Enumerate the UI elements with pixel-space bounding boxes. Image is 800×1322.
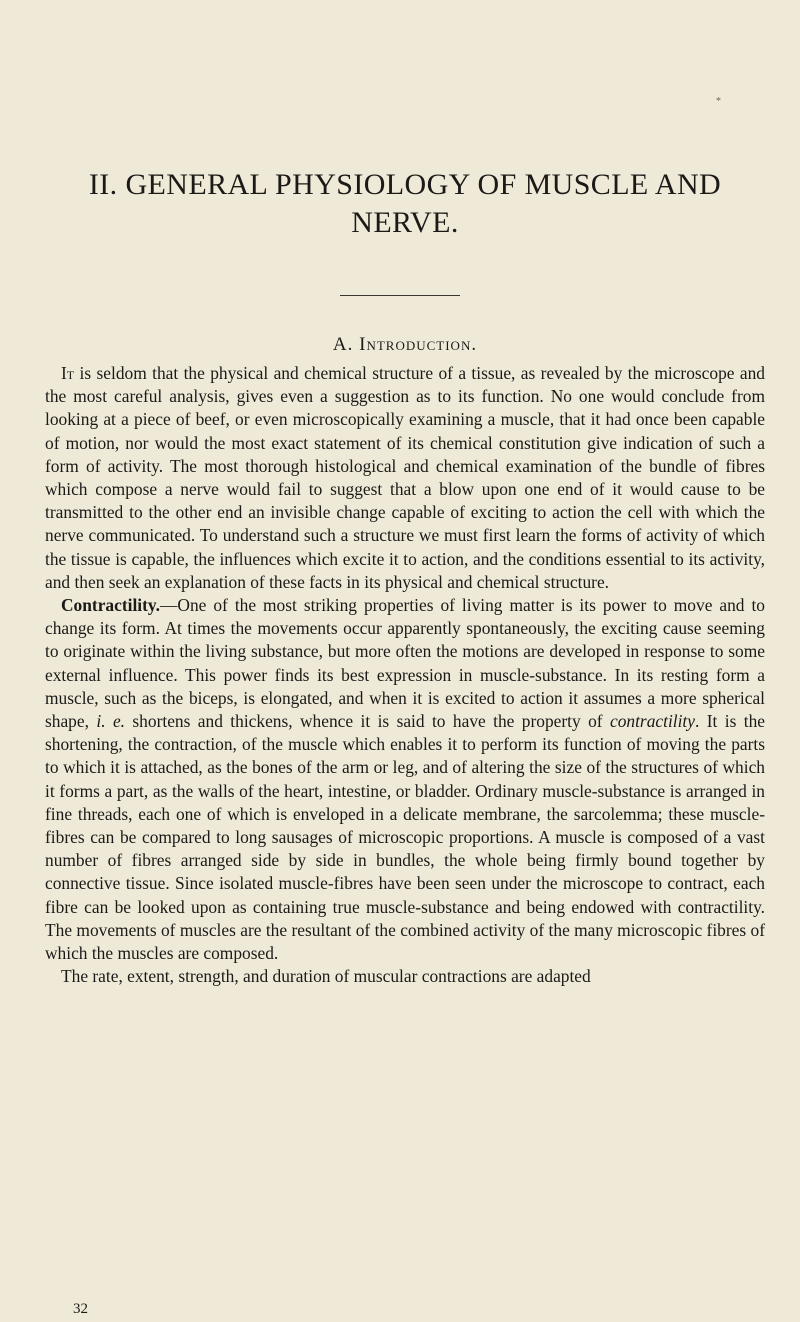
paragraph-rate — [45, 965, 765, 988]
paragraph-text: The rate, extent, strength, and duration of muscular contractions are adapted — [61, 966, 591, 987]
body-text — [45, 362, 765, 988]
speck-mark: * — [716, 96, 721, 107]
paragraph-text: is seldom that the physical and chemical structure of a tissue, as revealed by the microscope and the most careful analysis, gives even a suggestion as to its function. No one would conclude from looking at a piece of beef, or even microscopically examining a muscle, that it had once been capable of motion, nor would the most exact statement of its chemical constitution give indication of such a form of activity. The most thorough histological and chemical examination of the bundle of fibres which compose a nerve would fail to suggest that a blow upon one end of it would cause to be transmitted to the other end an invisible change capable of exciting to action the cell with which the nerve communicated. To understand such a structure we must first learn the forms of activity of which the tissue is capable, the influences which excite it to action, and the conditions essential to its activity, and then seek an explanation of these facts in its physical and chemical structure. — [45, 363, 765, 592]
term-contractility: contractility — [609, 711, 695, 732]
paragraph-contractility — [45, 594, 765, 965]
abbreviation-ie: i. e. — [96, 711, 126, 732]
chapter-title: II. GENERAL PHYSIOLOGY OF MUSCLE AND NERVE. — [88, 168, 722, 239]
page-number: 32 — [73, 1301, 88, 1317]
paragraph-text: shortens and thickens, whence it is said to have the property of — [125, 711, 610, 732]
runin-heading-contractility: Contractility. — [61, 595, 161, 616]
section-heading: A. Introduction. — [332, 334, 478, 355]
paragraph-introduction — [45, 362, 765, 594]
title-divider — [340, 295, 460, 296]
paragraph-text: —One of the most striking properties of living matter is its power to move and to change its form. At times the movements occur apparently spontaneously, the exciting cause seeming to originate within the living substance, but more often the motions are developed in response to some external influence. This power finds its best expression in muscle-substance. In its resting form a muscle, such as the biceps, is elongated, and when it is excited to action it assumes a more spherical shape, — [45, 595, 765, 732]
paragraph-text: . It is the shortening, the contraction, of the muscle which enables it to perform its function of moving the parts to which it is attached, as the bones of the arm or leg, and of altering the size of the structures of which it forms a part, as the walls of the heart, intestine, or bladder. Ordinary muscle-substance is arranged in fine threads, each one of which is enveloped in a delicate membrane, the sarcolemma; these muscle-fibres can be compared to long sausages of microscopic proportions. A muscle is composed of a vast number of fibres arranged side by side in bundles, the whole being firmly bound together by connective tissue. Since isolated muscle-fibres have been seen under the microscope to contract, each fibre can be looked upon as containing true muscle-substance and being endowed with contractility. The movements of muscles are the resultant of the combined activity of the many microscopic fibres of which the muscles are composed. — [45, 711, 766, 964]
paragraph-lead-word: It — [61, 363, 75, 383]
